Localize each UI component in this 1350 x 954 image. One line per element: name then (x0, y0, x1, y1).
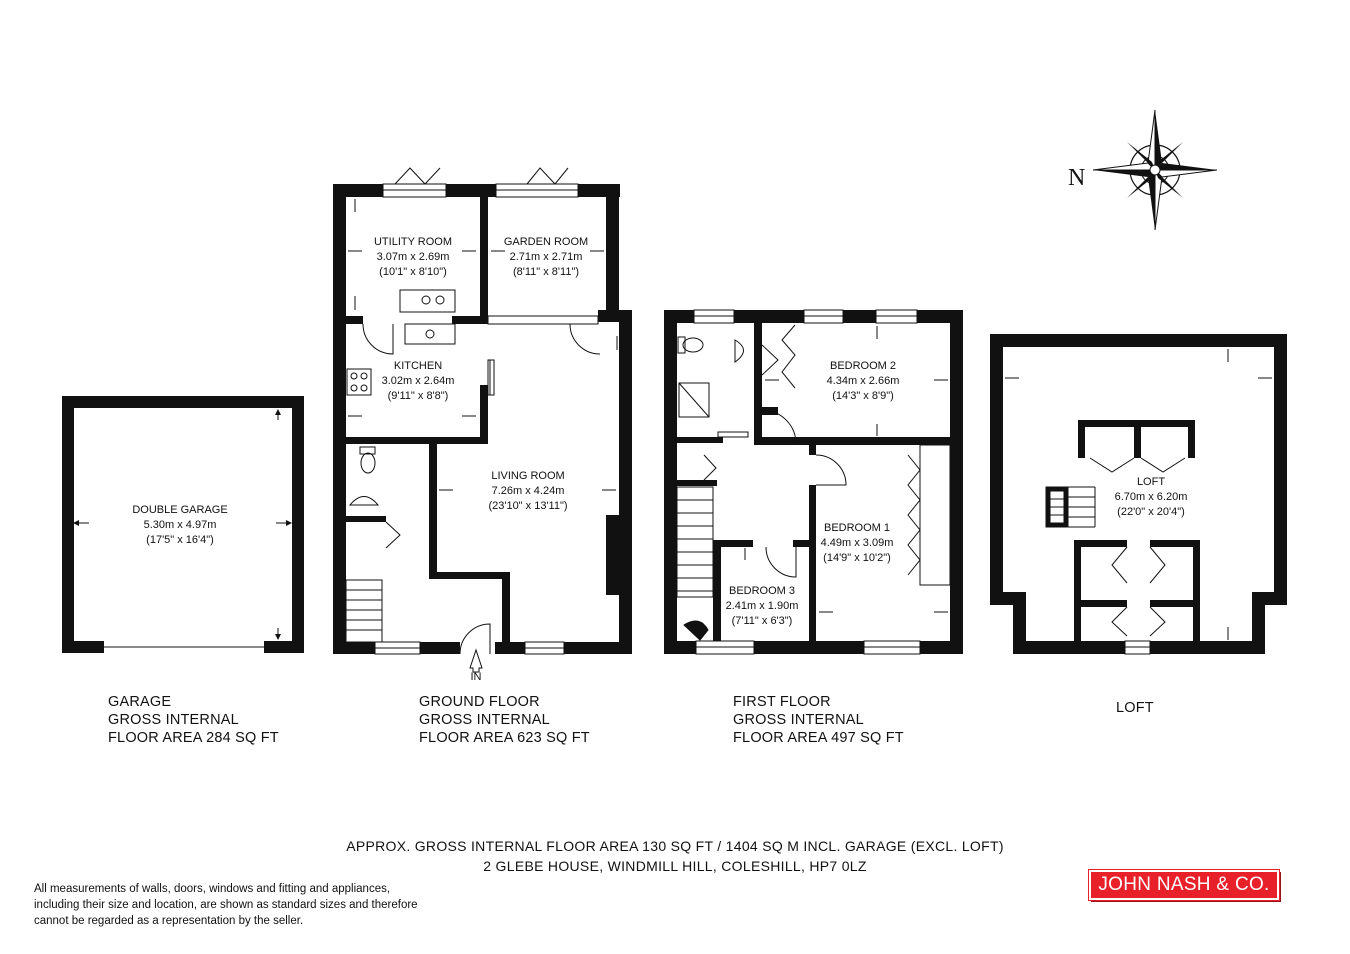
living-room-metric: 7.26m x 4.24m (491, 485, 565, 497)
compass-rose-icon (1093, 110, 1217, 230)
summary-address-line: 2 GLEBE HOUSE, WINDMILL HILL, COLESHILL, HP7 0LZ (483, 858, 867, 874)
caption-line: GROUND FLOOR (419, 694, 540, 710)
bedroom-1-imperial: (14'9" x 10'2") (823, 552, 891, 564)
caption-line: GROSS INTERNAL (419, 712, 550, 728)
caption-line: GARAGE (108, 694, 172, 710)
garden-room-imperial: (8'11" x 8'11") (512, 266, 580, 278)
loft-caption (1116, 699, 1154, 717)
utility-room-imperial: (10'1" x 8'10") (379, 266, 447, 278)
bedroom-1-name: BEDROOM 1 (823, 522, 891, 534)
kitchen-name: KITCHEN (393, 360, 443, 372)
kitchen-metric: 3.02m x 2.64m (381, 375, 455, 387)
first-floor-plan (664, 310, 963, 654)
caption-line: FIRST FLOOR (733, 694, 831, 710)
caption-line: FLOOR AREA 497 SQ FT (733, 730, 904, 746)
caption-line: LOFT (1116, 700, 1154, 716)
bedroom-2-metric: 4.34m x 2.66m (826, 375, 900, 387)
caption-line: GROSS INTERNAL (108, 712, 239, 728)
agency-logo: JOHN NASH & CO. (1089, 870, 1279, 900)
utility-room-name: UTILITY ROOM (373, 236, 453, 248)
disclaimer-line: cannot be regarded as a representation by the seller. (34, 915, 304, 927)
disclaimer-line: All measurements of walls, doors, windows and fitting and appliances, (34, 883, 391, 895)
loft-metric: 6.70m x 6.20m (1114, 491, 1188, 503)
ground-floor-caption (419, 693, 590, 747)
caption-line: FLOOR AREA 623 SQ FT (419, 730, 590, 746)
caption-line: FLOOR AREA 284 SQ FT (108, 730, 279, 746)
garden-room-name: GARDEN ROOM (503, 236, 589, 248)
garage-imperial: (17'5" x 16'4") (146, 534, 214, 546)
disclaimer-line: including their size and location, are shown as standard sizes and therefore (34, 899, 418, 911)
loft-name: LOFT (1136, 476, 1166, 488)
entrance-label: IN (470, 671, 482, 683)
first-floor-caption (733, 693, 904, 747)
bedroom-1-metric: 4.49m x 3.09m (820, 537, 894, 549)
bedroom-3-metric: 2.41m x 1.90m (725, 600, 799, 612)
garden-room-metric: 2.71m x 2.71m (509, 251, 583, 263)
garage-metric: 5.30m x 4.97m (143, 519, 217, 531)
compass-north-label: N (1068, 165, 1086, 191)
living-room-imperial: (23'10" x 13'11") (488, 500, 568, 512)
disclaimer (34, 881, 418, 929)
caption-line: GROSS INTERNAL (733, 712, 864, 728)
bedroom-3-imperial: (7'11" x 6'3") (731, 615, 793, 627)
garage-caption (108, 693, 279, 747)
summary-area-line: APPROX. GROSS INTERNAL FLOOR AREA 130 SQ FT / 1404 SQ M INCL. GARAGE (EXCL. LOFT) (346, 838, 1004, 854)
living-room-name: LIVING ROOM (491, 470, 565, 482)
bedroom-2-imperial: (14'3" x 8'9") (832, 390, 894, 402)
bedroom-2-name: BEDROOM 2 (829, 360, 897, 372)
bedroom-3-name: BEDROOM 3 (728, 585, 796, 597)
utility-room-metric: 3.07m x 2.69m (376, 251, 450, 263)
kitchen-imperial: (9'11" x 8'8") (387, 390, 449, 402)
loft-imperial: (22'0" x 20'4") (1117, 506, 1185, 518)
garage-name: DOUBLE GARAGE (132, 504, 228, 516)
